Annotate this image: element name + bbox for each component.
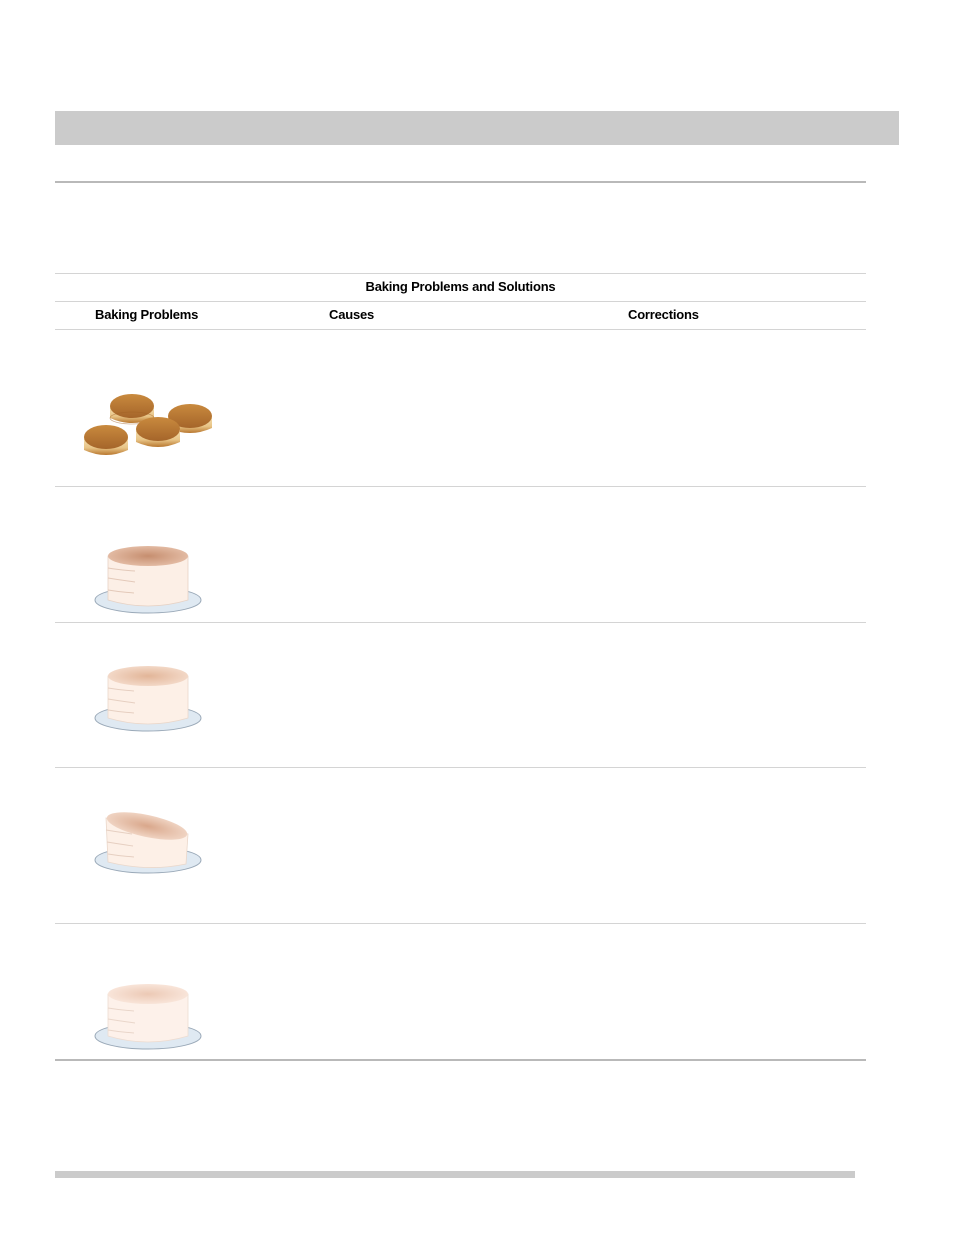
cake-light-top-icon: [90, 658, 206, 736]
row-rule: [55, 767, 866, 768]
footer-band: [55, 1171, 855, 1178]
table-title: Baking Problems and Solutions: [365, 279, 556, 294]
table-bottom-rule: [55, 1059, 866, 1061]
header-rule: [55, 329, 866, 330]
row-rule: [55, 622, 866, 623]
cake-tilted-icon: [90, 806, 206, 884]
row-rule: [55, 486, 866, 487]
cake-pale-top-icon: [90, 978, 206, 1056]
row-rule: [55, 923, 866, 924]
cake-brown-top-icon: [90, 540, 206, 618]
biscuits-icon: [80, 388, 216, 462]
column-header-problems: Baking Problems: [95, 307, 199, 322]
section-rule: [55, 181, 866, 183]
table-top-rule: [55, 273, 866, 274]
column-header-causes: Causes: [329, 307, 375, 322]
column-header-corrections: Corrections: [628, 307, 699, 322]
title-rule: [55, 301, 866, 302]
header-band: [55, 111, 899, 145]
